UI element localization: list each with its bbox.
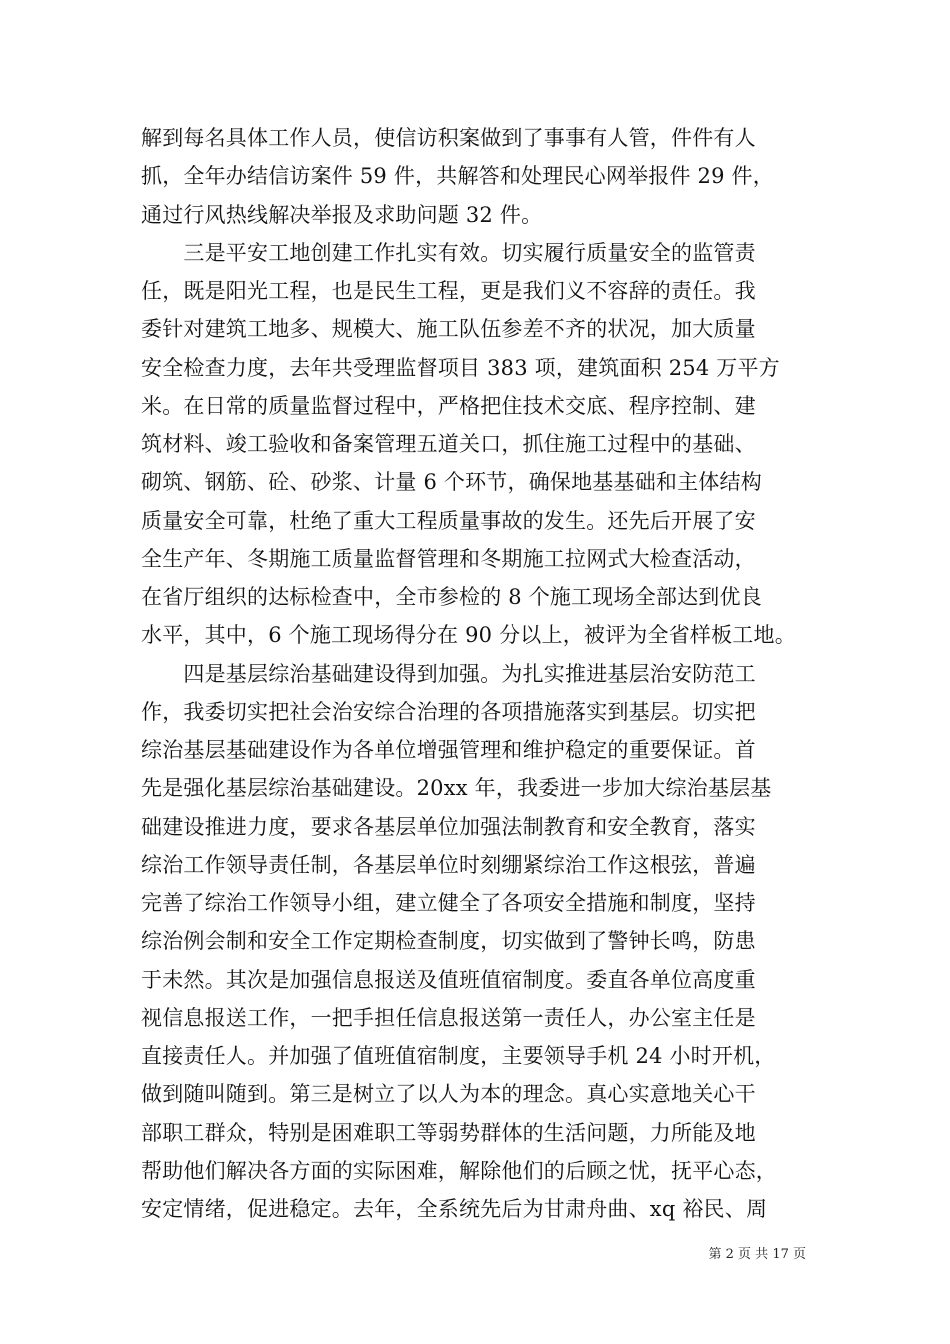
text-line: 做到随叫随到。第三是树立了以人为本的理念。真心实意地关心干 <box>141 1082 756 1107</box>
text-line: 四是基层综治基础建设得到加强。为扎实推进基层治安防范工 <box>141 661 756 686</box>
text-line: 综治例会制和安全工作定期检查制度，切实做到了警钟长鸣，防患 <box>141 929 756 954</box>
text-line: 视信息报送工作，一把手担任信息报送第一责任人，办公室主任是 <box>141 1005 756 1030</box>
text-line: 综治工作领导责任制，各基层单位时刻绷紧综治工作这根弦，普遍 <box>141 852 756 877</box>
text-line: 抓，全年办结信访案件 59 件，共解答和处理民心网举报件 29 件， <box>141 164 774 189</box>
text-line: 质量安全可靠，杜绝了重大工程质量事故的发生。还先后开展了安 <box>141 508 756 533</box>
text-line: 解到每名具体工作人员，使信访积案做到了事事有人管，件件有人 <box>141 126 756 150</box>
text-line: 综治基层基础建设作为各单位增强管理和维护稳定的重要保证。首 <box>141 738 756 762</box>
text-line: 水平，其中，6 个施工现场得分在 90 分以上，被评为全省样板工地。 <box>141 623 796 648</box>
page-number-footer: 第 2 页 共 17 页 <box>708 1247 806 1262</box>
text-line: 砌筑、钢筋、砼、砂浆、计量 6 个环节，确保地基基础和主体结构 <box>141 470 762 495</box>
text-line: 全生产年、冬期施工质量监督管理和冬期施工拉网式大检查活动， <box>141 546 756 571</box>
text-line: 安定情绪，促进稳定。去年，全系统先后为甘肃舟曲、xq 裕民、周 <box>141 1197 768 1221</box>
text-line: 完善了综治工作领导小组，建立健全了各项安全措施和制度，坚持 <box>141 891 756 915</box>
body-text <box>141 119 813 1228</box>
text-line: 三是平安工地创建工作扎实有效。切实履行质量安全的监管责 <box>141 240 756 265</box>
text-line: 于未然。其次是加强信息报送及值班值宿制度。委直各单位高度重 <box>141 967 756 992</box>
text-line: 委针对建筑工地多、规模大、施工队伍参差不齐的状况，加大质量 <box>141 317 756 342</box>
text-line: 部职工群众，特别是困难职工等弱势群体的生活问题，力所能及地 <box>141 1120 756 1145</box>
text-line: 米。在日常的质量监督过程中，严格把住技术交底、程序控制、建 <box>141 393 756 418</box>
text-line: 在省厅组织的达标检查中，全市参检的 8 个施工现场全部达到优良 <box>141 585 762 609</box>
text-line: 先是强化基层综治基础建设。20xx 年，我委进一步加大综治基层基 <box>141 776 772 801</box>
text-line: 作，我委切实把社会治安综合治理的各项措施落实到基层。切实把 <box>141 699 756 724</box>
text-line: 安全检查力度，去年共受理监督项目 383 项，建筑面积 254 万平方 <box>141 355 780 380</box>
text-line: 直接责任人。并加强了值班值宿制度，主要领导手机 24 小时开机， <box>141 1044 776 1068</box>
text-line: 通过行风热线解决举报及求助问题 32 件。 <box>141 202 543 227</box>
text-line: 任，既是阳光工程，也是民生工程，更是我们义不容辞的责任。我 <box>141 279 756 303</box>
text-line: 础建设推进力度，要求各基层单位加强法制教育和安全教育，落实 <box>141 814 756 839</box>
text-line: 帮助他们解决各方面的实际困难，解除他们的后顾之忧，抚平心态， <box>141 1158 777 1183</box>
text-line: 筑材料、竣工验收和备案管理五道关口，抓住施工过程中的基础、 <box>141 432 756 456</box>
